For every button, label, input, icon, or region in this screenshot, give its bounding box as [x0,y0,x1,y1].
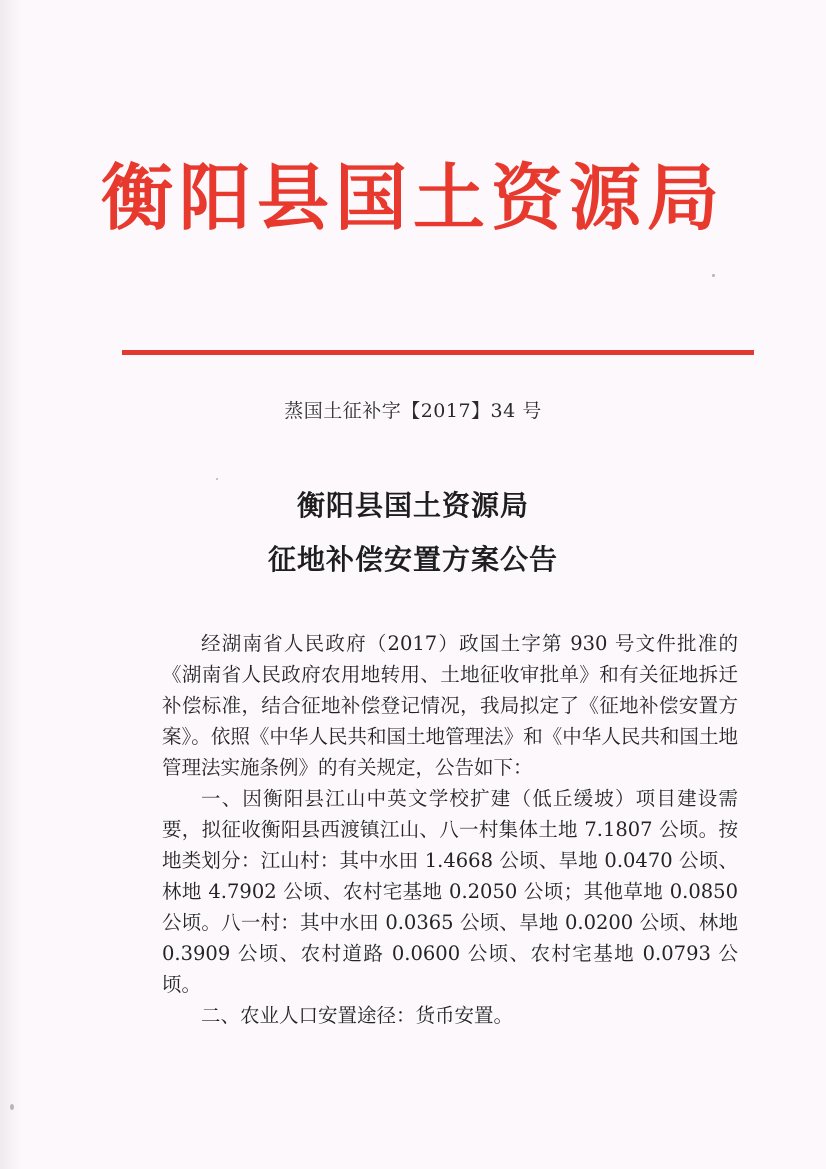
document-number: 蒸国土征补字【2017】34 号 [284,400,542,422]
notice-body [162,628,738,1031]
body-paragraph-resettlement: 二、农业人口安置途径：货币安置。 [201,1004,514,1027]
notice-title-line2: 征地补偿安置方案公告 [267,543,558,576]
scan-speck [712,274,715,277]
body-paragraph-land-requisition: 一、因衡阳县江山中英文学校扩建（低丘缓坡）项目建设需要，拟征收衡阳县西渡镇江山、八一村集体土地 7.1807 公顷。按地类划分：江山村：其中水田 1.4668 公顷、旱地 0.0470 公顷、林地 4.7902 公顷、农村宅基地 0.2050 公顷；其他草地 0.0850 公顷。八一村：其中水田 0.0365 公顷、旱地 0.0200 公顷、林地 0.3909 公顷、农村道路 0.0600 公顷、农村宅基地 0.0793 公顷。 [162,787,738,996]
body-paragraph-intro: 经湖南省人民政府（2017）政国土字第 930 号文件批准的《湖南省人民政府农用地转用、土地征收审批单》和有关征地拆迁补偿标准，结合征地补偿登记情况，我局拟定了《征地补偿安置方案》。依照《中华人民共和国土地管理法》和《中华人民共和国土地管理法实施条例》的有关规定，公告如下： [162,632,738,779]
scan-speck [10,1104,14,1110]
agency-letterhead-title: 衡阳县国土资源局 [100,155,725,240]
notice-title-line1: 衡阳县国土资源局 [296,489,529,522]
scan-speck [216,478,218,480]
letterhead-red-rule [122,350,754,355]
